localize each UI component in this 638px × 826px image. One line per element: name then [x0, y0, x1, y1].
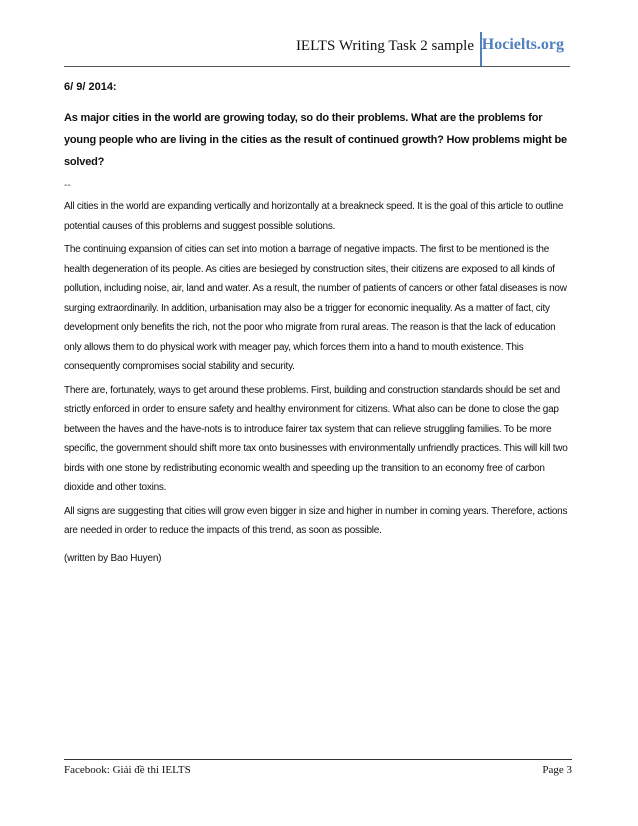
- footer-facebook-label: Facebook: Giải đề thi IELTS: [64, 764, 191, 776]
- paragraph-conclusion: All signs are suggesting that cities will grow even bigger in size and higher in number in coming years. Therefore, actions are needed in order to reduce the impacts of this trend, as soon as possible.: [64, 505, 568, 536]
- author-credit: (written by Bao Huyen): [64, 552, 162, 564]
- paragraph-solutions: There are, fortunately, ways to get around these problems. First, building and construction standards should be set and strictly enforced in order to ensure safety and healthy environment for citizens. What also can be done to close the gap between the haves and the have-nots is to introduce fairer tax system that can relieve struggling families. To be more specific, the government should shift more tax onto businesses with environmentally unfriendly practices. This will kill two birds with one stone by redistributing economic wealth and speeding up the transition to an economy free of carbon dioxide and other toxins.: [64, 384, 568, 493]
- page-footer: [64, 759, 572, 790]
- paragraph-problems: The continuing expansion of cities can set into motion a barrage of negative impacts. The first to be mentioned is the health degeneration of its people. As cities are besieged by construction sites, their citizens are exposed to all kinds of pollution, including noise, air, land and water. As a result, the number of patients of cancers or other fatal diseases is now surging extraordinarily. In addition, urbanisation may also be a trigger for economic inequality. As a matter of fact, city development only benefits the rich, not the poor who migrate from rural areas. The reason is that the lack of education only allows them to do physical work with meager pay, which forces them into a hand to mouth existence. This consequently compromises social stability and security.: [64, 244, 567, 372]
- separator-dashes: --: [64, 180, 71, 191]
- page-header: [64, 14, 570, 67]
- document-date: 6/ 9/ 2014:: [64, 81, 117, 93]
- essay-question: As major cities in the world are growing today, so do their problems. What are the problems for young people who are living in the cities as the result of continued growth? How problems might be solved?: [64, 112, 567, 168]
- header-title: IELTS Writing Task 2 sample: [295, 38, 474, 54]
- document-body: [64, 80, 574, 578]
- header-brand: Hocielts.org: [481, 36, 564, 53]
- footer-page-number: Page 3: [542, 764, 572, 776]
- paragraph-intro: All cities in the world are expanding vertically and horizontally at a breakneck speed. It is the goal of this article to outline potential causes of this problems and suggest possible solutions.: [64, 201, 564, 232]
